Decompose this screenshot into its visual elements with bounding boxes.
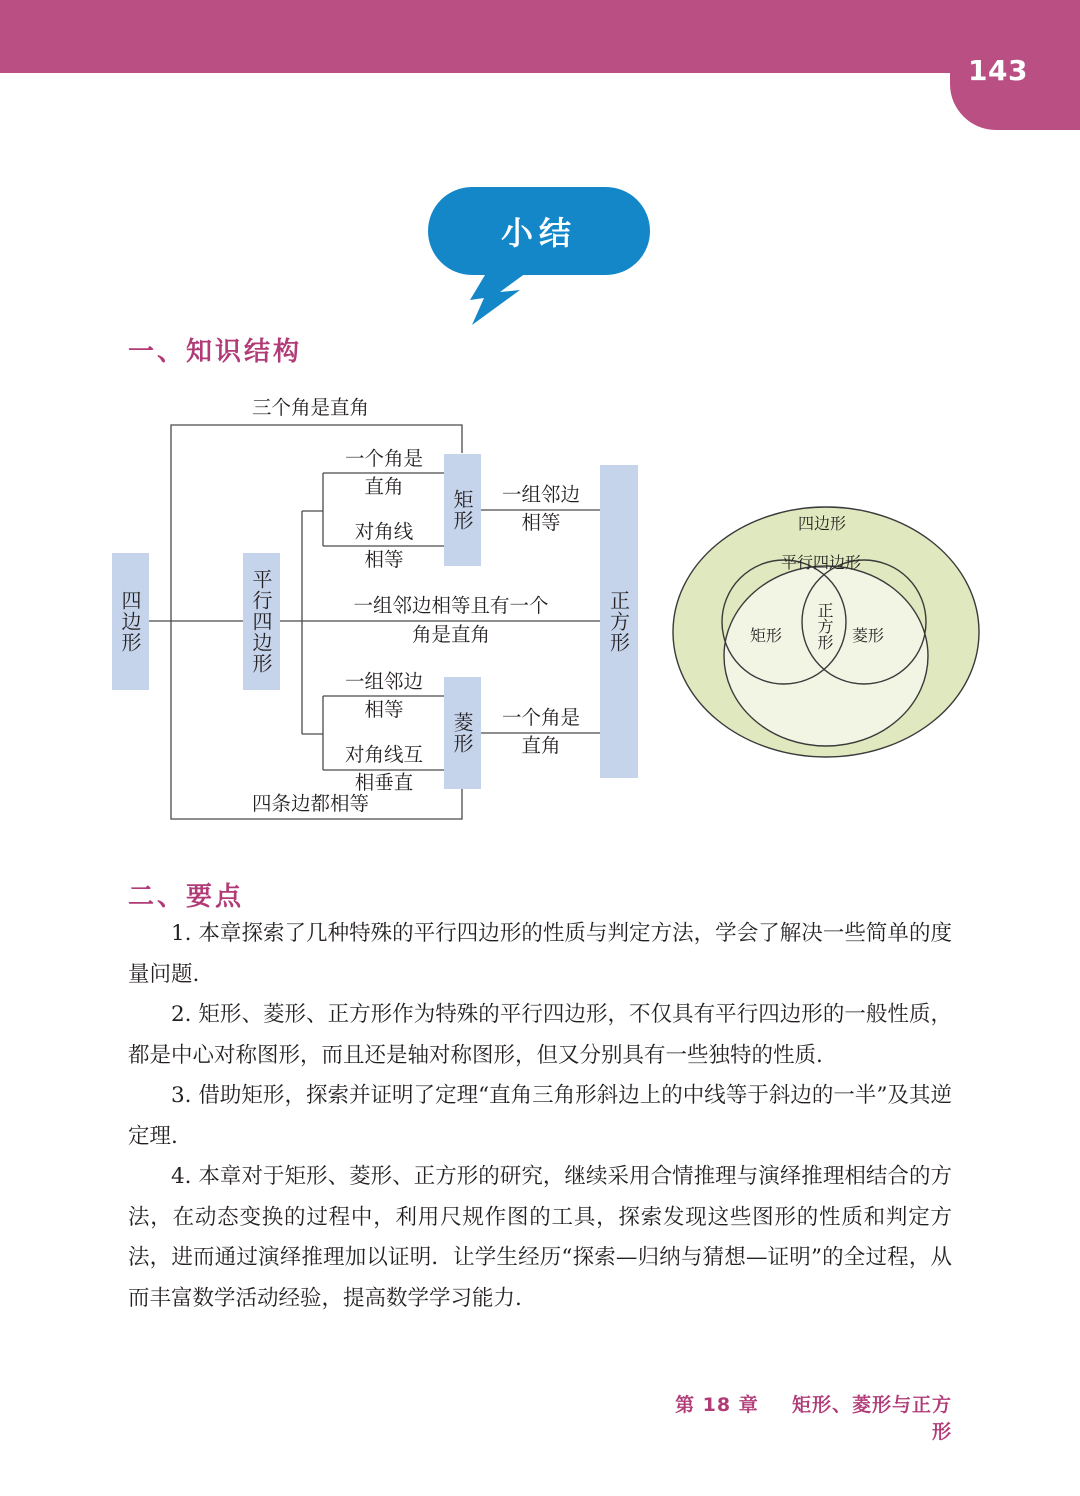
key-point-4: 4. 本章对于矩形、菱形、正方形的研究，继续采用合情推理与演绎推理相结合的方法，在动态变换的过程中，利用尺规作图的工具，探索发现这些图形的性质和判定方法，进而通过演绎推理加以证明．让学生经历“探索—归纳与猜想—证明”的全过程，从而丰富数学活动经验，提高数学学习能力. <box>128 1164 952 1311</box>
label-one-right-angle-1: 一个角是 <box>344 447 423 470</box>
speech-bubble-tail-icon <box>0 0 1080 340</box>
venn-label-rectangle: 矩形 <box>750 626 783 645</box>
label-rect-to-square-1: 一组邻边 <box>501 483 580 506</box>
label-one-right-angle-2: 直角 <box>364 475 404 498</box>
venn-label-quadrilateral: 四边形 <box>798 514 847 533</box>
label-adjacent-sides-2: 相等 <box>364 698 404 721</box>
venn-label-parallelogram: 平行四边形 <box>781 553 862 572</box>
label-adjacent-equal-right-2: 角是直角 <box>411 623 490 646</box>
label-perp-diagonals-1: 对角线互 <box>344 743 423 766</box>
venn-label-square: 正方形 <box>815 602 834 650</box>
section-heading-points: 二、要点 <box>128 882 245 912</box>
key-point-1: 1. 本章探索了几种特殊的平行四边形的性质与判定方法，学会了解决一些简单的度量问题. <box>128 921 952 987</box>
box-rectangle: 矩形 <box>444 454 481 566</box>
label-adjacent-sides-1: 一组邻边 <box>344 670 423 693</box>
box-square: 正方形 <box>600 465 638 778</box>
label-adjacent-equal-right-1: 一组邻边相等且有一个 <box>353 594 549 617</box>
chapter-footer <box>660 1390 952 1444</box>
label-equal-diagonals-1: 对角线 <box>354 520 414 543</box>
box-rhombus: 菱形 <box>444 677 481 789</box>
footer-chapter: 第 18 章 <box>675 1394 759 1416</box>
summary-title: 小结 <box>500 214 577 252</box>
box-parallelogram: 平行四边形 <box>243 553 280 690</box>
knowledge-structure-diagram <box>0 380 1080 840</box>
label-four-equal-sides: 四条边都相等 <box>252 792 370 815</box>
section-heading-structure: 一、知识结构 <box>128 337 303 367</box>
page-number: 143 <box>968 54 1028 87</box>
label-perp-diagonals-2: 相垂直 <box>354 771 414 794</box>
label-rhombus-to-square-1: 一个角是 <box>501 706 580 729</box>
label-rhombus-to-square-2: 直角 <box>521 734 561 757</box>
box-quadrilateral: 四边形 <box>112 553 149 690</box>
venn-label-rhombus: 菱形 <box>852 626 885 645</box>
key-points <box>128 914 952 1319</box>
key-point-3: 3. 借助矩形，探索并证明了定理“直角三角形斜边上的中线等于斜边的一半”及其逆定理. <box>128 1083 952 1149</box>
key-point-2: 2. 矩形、菱形、正方形作为特殊的平行四边形，不仅具有平行四边形的一般性质，都是中心对称图形，而且还是轴对称图形，但又分别具有一些独特的性质. <box>128 1002 952 1068</box>
footer-title: 矩形、菱形与正方形 <box>791 1394 952 1443</box>
label-rect-to-square-2: 相等 <box>521 511 561 534</box>
label-three-right-angles: 三个角是直角 <box>252 396 370 419</box>
label-equal-diagonals-2: 相等 <box>364 548 404 571</box>
